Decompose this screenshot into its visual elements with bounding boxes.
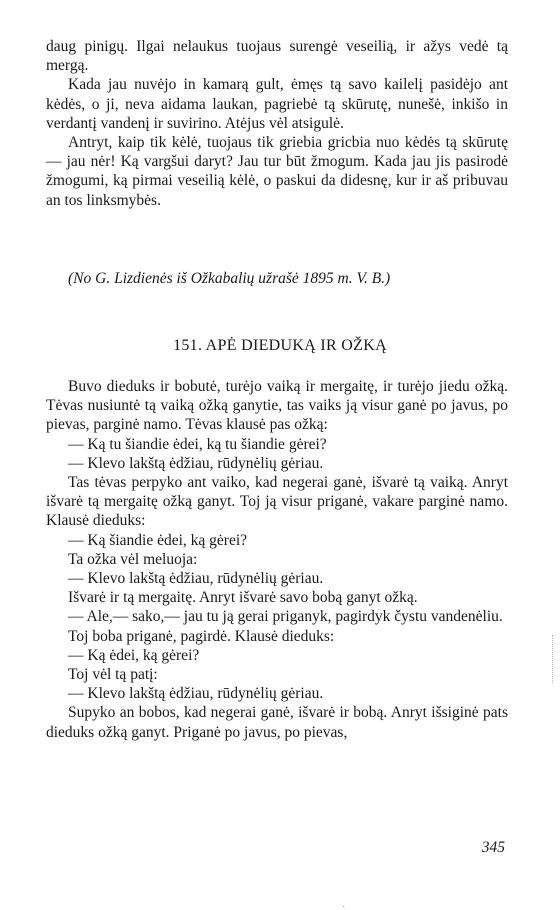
paragraph: Išvarė ir tą mergaitę. Anryt išvarė savo bobą ganyt ožką. xyxy=(68,589,418,607)
top-text-block xyxy=(46,37,508,210)
dialog-line: — Ale,— sako,— jau tu ją gerai priganyk, pagirdyk čystu vandenėliu. xyxy=(68,608,503,626)
paragraph: Toj vėl tą patį: xyxy=(68,666,158,684)
paragraph: Supyko an bobos, kad negerai ganė, išvarė ir bobą. Anryt išsiginė pats dieduks ožką ganyt. Priganė po javus, po pievas, xyxy=(46,704,508,741)
paragraph: Buvo dieduks ir bobutė, turėjo vaiką ir mergaitę, ir turėjo jiedu ožką. Tėvas nusiuntė tą vaiką ožką ganytie, tas vaiks ją visur ganė po javus, po pievas, parginė namo. Tėvas klausė pas ožką: xyxy=(46,378,508,434)
paragraph: Antryt, kaip tik kėlė, tuojaus tik griebia gricbia nuo kėdės tą skūrutę — jau nėr! Ką vargšui daryt? Jau tur būt žmogum. Kada jau jis pasirodė žmogumi, ką pirmai veseilią kėlė, o paskui da didesnę, kur ir aš pribuvau an tos linksmybės. xyxy=(46,134,508,209)
margin-scan-mark xyxy=(552,635,554,683)
paragraph: Tas tėvas perpyko ant vaiko, kad negerai ganė, išvarė tą vaiką. Anryt išvarė tą mergaitę ožką ganyt. Toj ją visur priganė, vakare parginė namo. Klausė dieduks: xyxy=(46,474,508,530)
dialog-line: — Ką ėdei, ką gėrei? xyxy=(68,646,200,664)
paragraph: daug pinigų. Ilgai nelaukus tuojaus surengė veseilią, ir ažys vedė tą mergą. xyxy=(46,38,508,75)
chapter-heading: 151. APĖ DIEDUKĄ IR OŽKĄ xyxy=(173,337,387,354)
dialog-line: — Klevo lakštą ėdžiau, rūdynėlių gėriau. xyxy=(68,570,324,588)
source-note: (No G. Lizdienės iš Ožkabalių užrašė 1895 m. V. B.) xyxy=(68,270,391,287)
paragraph: Ta ožka vėl meluoja: xyxy=(68,550,198,568)
dialog-line: — Klevo lakštą ėdžiau, rūdynėlių gėriau. xyxy=(68,685,324,703)
dialog-line: — Ką šiandie ėdei, ką gėrei? xyxy=(68,531,248,549)
paragraph: Kada jau nuvėjo in kamarą gult, ėmęs tą savo kailelį pasidėjo ant kėdės, o ji, neva aidama laukan, pagriebė tą skūrutę, nunešė, inkišo in verdantį vandenį ir suvirino. Atėjus vėl atsigulė. xyxy=(46,76,508,132)
page-number: 345 xyxy=(481,839,505,856)
dialog-line: — Ką tu šiandie ėdei, ką tu šiandie gėrei? xyxy=(68,435,327,453)
story-text-block xyxy=(46,377,508,742)
paragraph: Toj boba priganė, pagirdė. Klausė dieduks: xyxy=(68,627,335,645)
dialog-line: — Klevo lakštą ėdžiau, rūdynėlių gėriau. xyxy=(68,454,324,472)
scan-speck: ˏ xyxy=(342,897,346,908)
